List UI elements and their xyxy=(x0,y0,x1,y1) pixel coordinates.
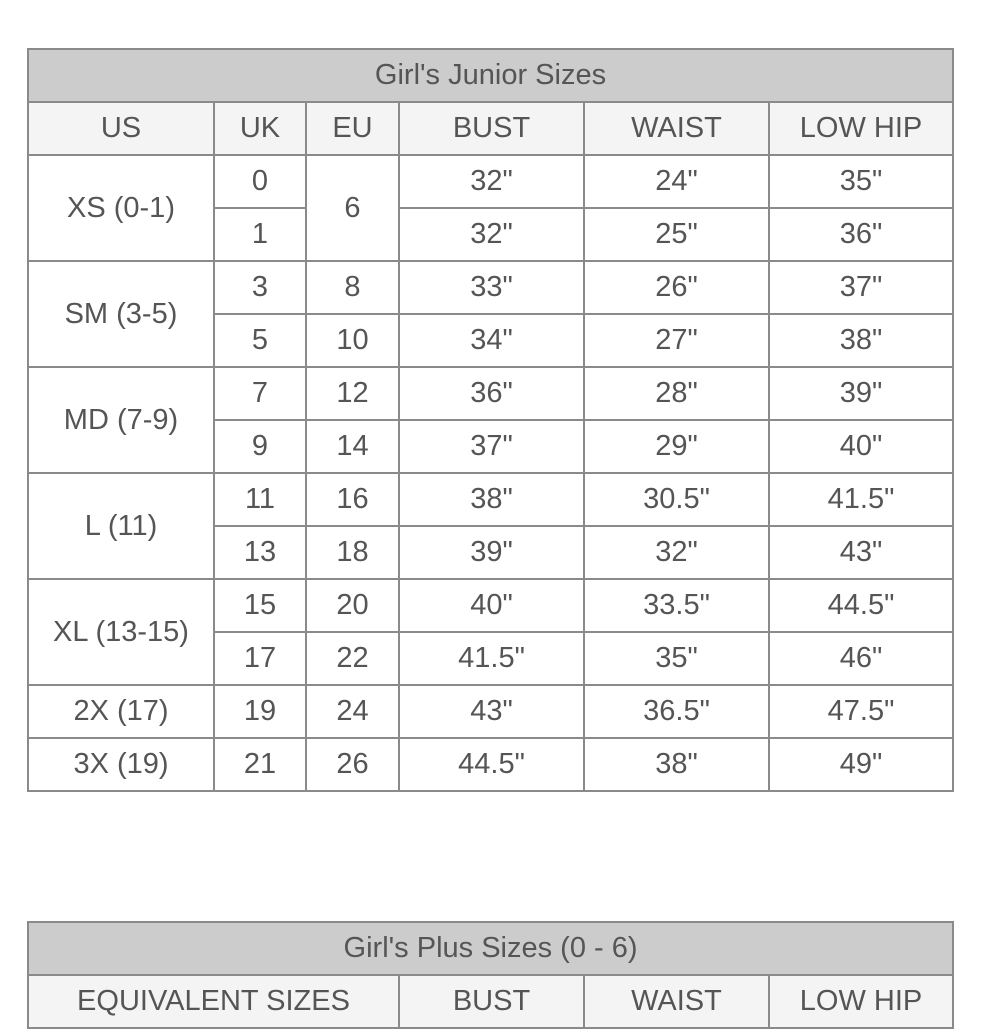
us-size-cell: XL (13-15) xyxy=(28,579,214,685)
uk-size-cell: 19 xyxy=(214,685,306,738)
plus-table-title: Girl's Plus Sizes (0 - 6) xyxy=(28,922,953,975)
uk-size-cell: 1 xyxy=(214,208,306,261)
table-row xyxy=(28,685,953,738)
us-size-cell: 2X (17) xyxy=(28,685,214,738)
header-waist: WAIST xyxy=(584,102,769,155)
eu-size-cell: 16 xyxy=(306,473,399,526)
low-hip-cell: 44.5" xyxy=(769,579,953,632)
junior-table-title: Girl's Junior Sizes xyxy=(28,49,953,102)
uk-size-cell: 7 xyxy=(214,367,306,420)
uk-size-cell: 5 xyxy=(214,314,306,367)
eu-size-cell: 10 xyxy=(306,314,399,367)
waist-cell: 32" xyxy=(584,526,769,579)
waist-cell: 25" xyxy=(584,208,769,261)
header-eu: EU xyxy=(306,102,399,155)
us-size-cell: L (11) xyxy=(28,473,214,579)
bust-cell: 36" xyxy=(399,367,584,420)
eu-size-cell: 12 xyxy=(306,367,399,420)
eu-size-cell: 20 xyxy=(306,579,399,632)
eu-size-cell: 6 xyxy=(306,155,399,261)
low-hip-cell: 39" xyxy=(769,367,953,420)
uk-size-cell: 13 xyxy=(214,526,306,579)
bust-cell: 37" xyxy=(399,420,584,473)
waist-cell: 30.5" xyxy=(584,473,769,526)
eu-size-cell: 8 xyxy=(306,261,399,314)
bust-cell: 41.5" xyxy=(399,632,584,685)
waist-cell: 29" xyxy=(584,420,769,473)
waist-cell: 24" xyxy=(584,155,769,208)
bust-cell: 38" xyxy=(399,473,584,526)
waist-cell: 38" xyxy=(584,738,769,791)
plus-size-table xyxy=(27,921,954,1029)
uk-size-cell: 9 xyxy=(214,420,306,473)
table-row xyxy=(28,155,953,208)
uk-size-cell: 3 xyxy=(214,261,306,314)
table-row xyxy=(28,473,953,526)
waist-cell: 36.5" xyxy=(584,685,769,738)
eu-size-cell: 14 xyxy=(306,420,399,473)
uk-size-cell: 11 xyxy=(214,473,306,526)
waist-cell: 27" xyxy=(584,314,769,367)
uk-size-cell: 21 xyxy=(214,738,306,791)
low-hip-cell: 36" xyxy=(769,208,953,261)
low-hip-cell: 46" xyxy=(769,632,953,685)
bust-cell: 34" xyxy=(399,314,584,367)
junior-size-table xyxy=(27,48,954,792)
uk-size-cell: 15 xyxy=(214,579,306,632)
waist-cell: 35" xyxy=(584,632,769,685)
header-us: US xyxy=(28,102,214,155)
us-size-cell: XS (0-1) xyxy=(28,155,214,261)
us-size-cell: MD (7-9) xyxy=(28,367,214,473)
low-hip-cell: 37" xyxy=(769,261,953,314)
header-bust: BUST xyxy=(399,102,584,155)
low-hip-cell: 41.5" xyxy=(769,473,953,526)
bust-cell: 33" xyxy=(399,261,584,314)
us-size-cell: SM (3-5) xyxy=(28,261,214,367)
us-size-cell: 3X (19) xyxy=(28,738,214,791)
bust-cell: 32" xyxy=(399,155,584,208)
bust-cell: 44.5" xyxy=(399,738,584,791)
low-hip-cell: 49" xyxy=(769,738,953,791)
table-row xyxy=(28,738,953,791)
header-uk: UK xyxy=(214,102,306,155)
eu-size-cell: 24 xyxy=(306,685,399,738)
bust-cell: 32" xyxy=(399,208,584,261)
low-hip-cell: 47.5" xyxy=(769,685,953,738)
low-hip-cell: 35" xyxy=(769,155,953,208)
uk-size-cell: 17 xyxy=(214,632,306,685)
low-hip-cell: 38" xyxy=(769,314,953,367)
waist-cell: 28" xyxy=(584,367,769,420)
bust-cell: 43" xyxy=(399,685,584,738)
bust-cell: 40" xyxy=(399,579,584,632)
eu-size-cell: 18 xyxy=(306,526,399,579)
table-row xyxy=(28,367,953,420)
header-bust: BUST xyxy=(399,975,584,1028)
eu-size-cell: 26 xyxy=(306,738,399,791)
header-equivalent-sizes: EQUIVALENT SIZES xyxy=(28,975,399,1028)
waist-cell: 33.5" xyxy=(584,579,769,632)
table-row xyxy=(28,261,953,314)
header-low-hip: LOW HIP xyxy=(769,102,953,155)
header-waist: WAIST xyxy=(584,975,769,1028)
eu-size-cell: 22 xyxy=(306,632,399,685)
uk-size-cell: 0 xyxy=(214,155,306,208)
header-low-hip: LOW HIP xyxy=(769,975,953,1028)
low-hip-cell: 43" xyxy=(769,526,953,579)
low-hip-cell: 40" xyxy=(769,420,953,473)
waist-cell: 26" xyxy=(584,261,769,314)
table-row xyxy=(28,579,953,632)
bust-cell: 39" xyxy=(399,526,584,579)
